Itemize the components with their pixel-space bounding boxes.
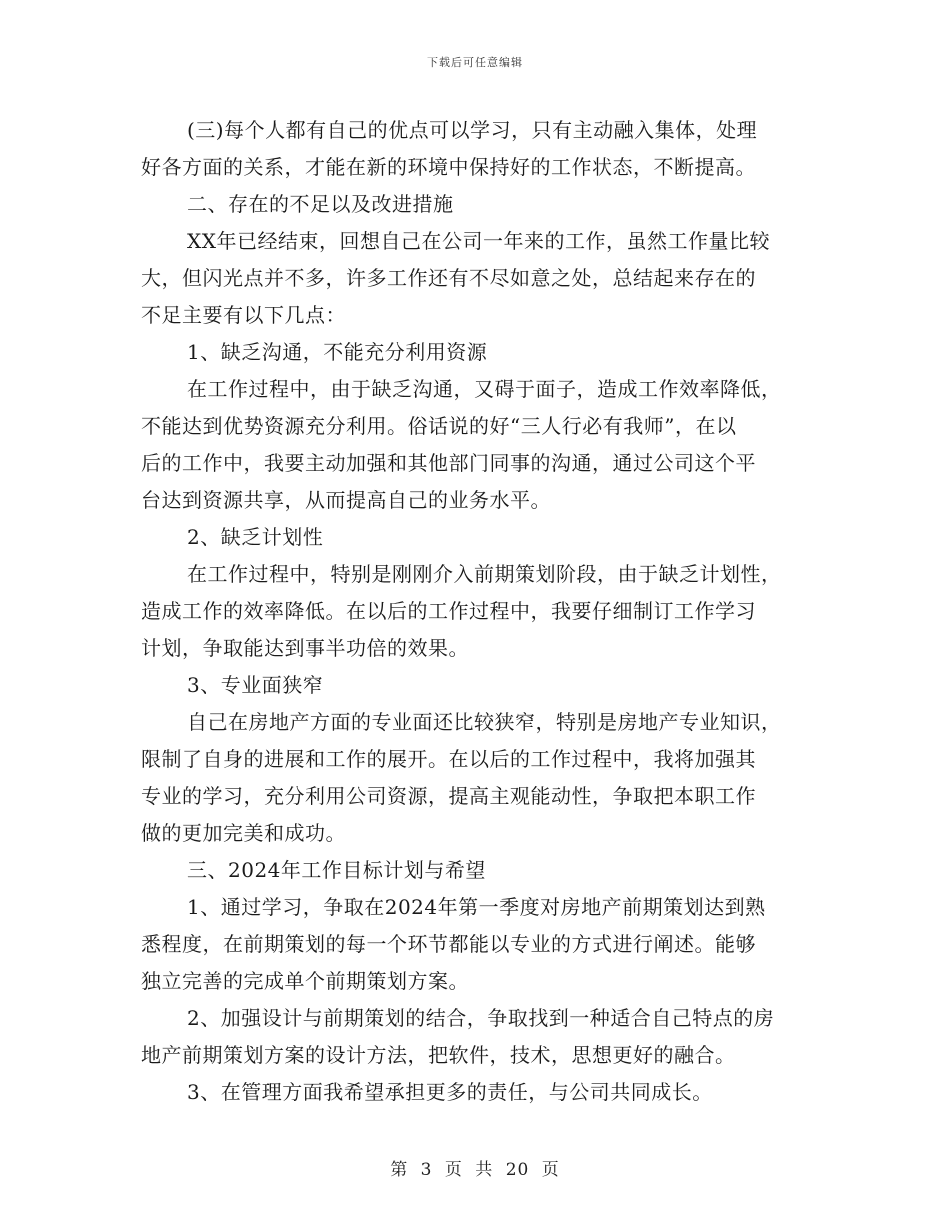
paragraph-line: 3、在管理方面我希望承担更多的责任，与公司共同成长。: [187, 1080, 713, 1104]
paragraph-line: 2、加强设计与前期策划的结合，争取找到一种适合自己特点的房: [187, 1006, 775, 1030]
page-number-footer: 第 3 页 共 20 页: [390, 1160, 560, 1180]
paragraph-line: 地产前期策划方案的设计方法，把软件，技术，思想更好的融合。: [141, 1043, 736, 1067]
subsection-heading: 2、缺乏计划性: [187, 525, 324, 549]
paragraph-line: 在工作过程中，由于缺乏沟通，又碍于面子，造成工作效率降低，: [187, 377, 782, 401]
paragraph-line: 不足主要有以下几点：: [141, 303, 346, 327]
paragraph-line: (三)每个人都有自己的优点可以学习，只有主动融入集体，处理: [187, 118, 758, 142]
section-heading: 三、2024年工作目标计划与希望: [187, 858, 486, 882]
paragraph-line: 造成工作的效率降低。在以后的工作过程中，我要仔细制订工作学习: [141, 599, 756, 623]
paragraph-line: 大，但闪光点并不多，许多工作还有不尽如意之处，总结起来存在的: [141, 266, 756, 290]
paragraph-line: 在工作过程中，特别是刚刚介入前期策划阶段，由于缺乏计划性，: [187, 562, 782, 586]
subsection-heading: 1、缺乏沟通，不能充分利用资源: [187, 340, 488, 364]
document-body: [141, 112, 803, 1111]
paragraph-line: 自己在房地产方面的专业面还比较狭窄，特别是房地产专业知识，: [187, 710, 782, 734]
page-header-note: 下载后可任意编辑: [427, 56, 523, 69]
section-heading: 二、存在的不足以及改进措施: [187, 192, 454, 216]
paragraph-line: 专业的学习，充分利用公司资源，提高主观能动性，争取把本职工作: [141, 784, 756, 808]
paragraph-line: 台达到资源共享，从而提高自己的业务水平。: [141, 488, 551, 512]
paragraph-line: XX年已经结束，回想自己在公司一年来的工作，虽然工作量比较: [187, 229, 770, 253]
paragraph-line: 不能达到优势资源充分利用。俗话说的好“三人行必有我师”，在以: [141, 414, 737, 438]
paragraph-line: 限制了自身的进展和工作的展开。在以后的工作过程中，我将加强其: [141, 747, 756, 771]
paragraph-line: 悉程度，在前期策划的每一个环节都能以专业的方式进行阐述。能够: [141, 932, 756, 956]
paragraph-line: 好各方面的关系，才能在新的环境中保持好的工作状态，不断提高。: [141, 155, 756, 179]
paragraph-line: 后的工作中，我要主动加强和其他部门同事的沟通，通过公司这个平: [141, 451, 756, 475]
paragraph-line: 独立完善的完成单个前期策划方案。: [141, 969, 469, 993]
paragraph-line: 做的更加完美和成功。: [141, 821, 346, 845]
subsection-heading: 3、专业面狭窄: [187, 673, 324, 697]
paragraph-line: 计划，争取能达到事半功倍的效果。: [141, 636, 469, 660]
paragraph-line: 1、通过学习，争取在2024年第一季度对房地产前期策划达到熟: [187, 895, 766, 919]
